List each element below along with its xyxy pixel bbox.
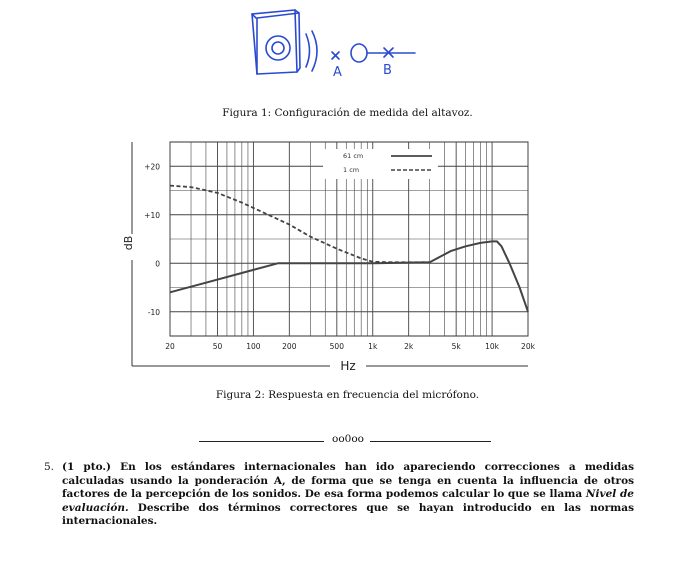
question-term: Nivel de evaluación. <box>62 488 634 514</box>
y-axis-label: dB <box>122 235 135 251</box>
question-text-after: Describe dos términos correctores que se hayan introducido en las normas internacionales. <box>62 501 634 527</box>
speaker-box <box>252 10 297 74</box>
figure1-caption: Figura 1: Configuración de medida del altavoz. <box>222 107 473 119</box>
legend-box <box>323 149 438 179</box>
legend-label-1cm: 1 cm <box>343 166 360 174</box>
x-tick-label: 5k <box>451 342 461 351</box>
frequency-response-chart <box>118 134 538 374</box>
legend <box>323 149 438 179</box>
speaker-cone-inner <box>272 42 284 54</box>
sketch-label-b: B <box>383 63 392 78</box>
y-tick-label: +20 <box>144 162 160 172</box>
x-tick-label: 20k <box>521 342 535 351</box>
separator-line-right <box>370 441 491 442</box>
x-axis-label: Hz <box>340 359 356 373</box>
mark-a-cross <box>332 52 339 59</box>
x-tick-label: 2k <box>404 342 414 351</box>
figure2-caption: Figura 2: Respuesta en frecuencia del micrófono. <box>215 389 480 401</box>
sound-wave <box>306 34 310 67</box>
x-tick-label: 100 <box>246 342 261 351</box>
separator-line-left <box>199 441 324 442</box>
loudspeaker-setup-sketch <box>240 4 430 84</box>
question-text-before: (1 pto.) En los estándares internacionales han ido apareciendo correcciones a medidas calculadas usando la ponderación A, de forma que se tenga en cuenta la influencia de otros factores de la percepción de los sonidos. De esa forma podemos calcular lo que se llama <box>62 461 634 500</box>
x-tick-label: 50 <box>212 342 223 351</box>
x-tick-label: 20 <box>165 342 175 351</box>
x-tick-label: 10k <box>485 342 500 351</box>
y-tick-label: +10 <box>144 210 160 220</box>
question-text <box>62 461 634 529</box>
y-tick-label: 0 <box>155 259 160 269</box>
x-tick-label: 500 <box>329 342 344 351</box>
sketch-label-a: A <box>333 65 342 80</box>
speaker-cone-outer <box>266 36 290 60</box>
y-tick-label: -10 <box>147 307 160 317</box>
x-tick-label: 200 <box>282 342 297 351</box>
x-tick-label: 1k <box>368 342 378 351</box>
legend-label-61cm: 61 cm <box>343 152 364 160</box>
sound-wave <box>312 31 317 71</box>
separator-ornament: oo0oo <box>332 433 364 445</box>
microphone-icon <box>351 44 367 62</box>
question-number: 5. <box>44 461 55 473</box>
